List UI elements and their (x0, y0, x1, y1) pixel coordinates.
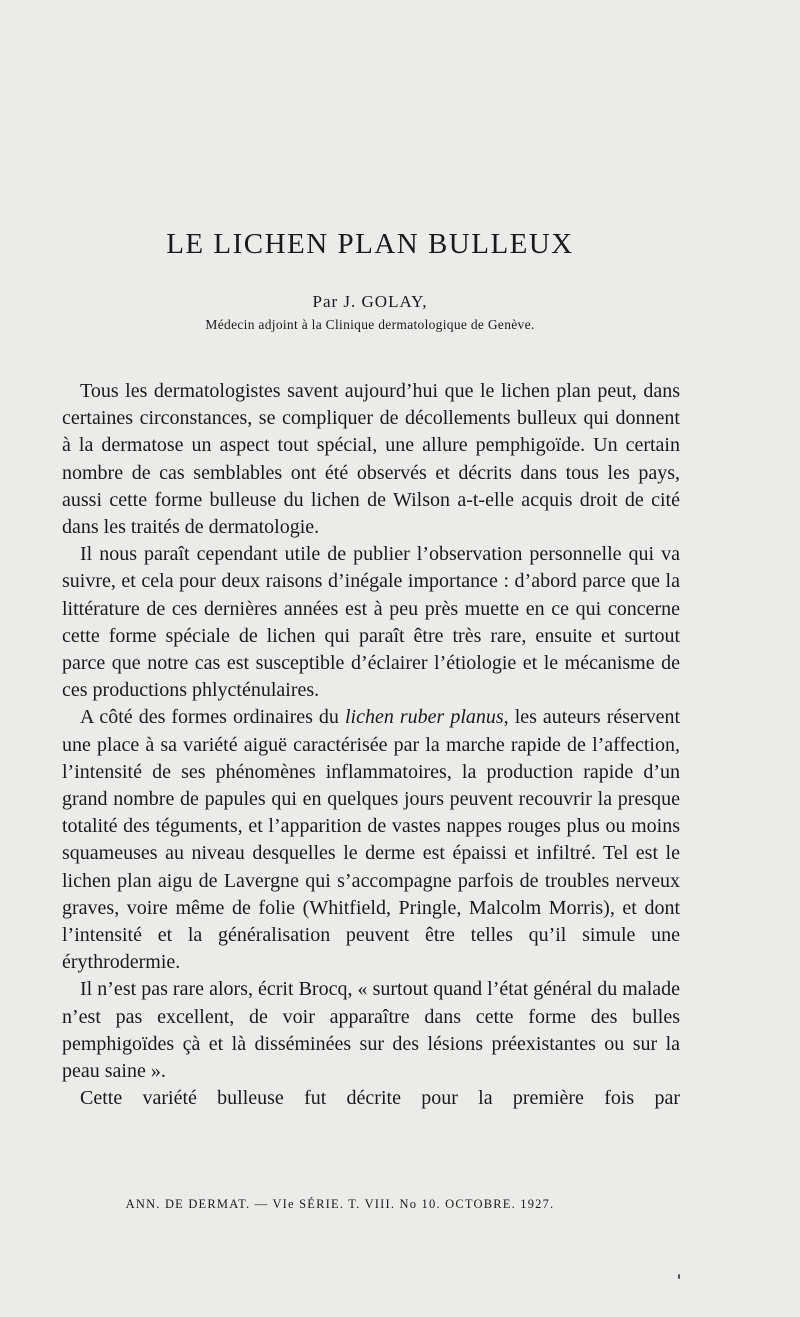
journal-footer: ANN. DE DERMAT. — VIe SÉRIE. T. VIII. No 10. OCTOBRE. 1927. (125, 1197, 555, 1211)
article-title: LE LICHEN PLAN BULLEUX (166, 228, 574, 260)
paragraph-3-rest: , les auteurs réservent une place à sa variété aiguë caractérisée par la marche rapide de l’affection, l’intensité de ses phénomènes inflammatoires, la production rapide d’un grand nombre de papules qui en quelques jours peuvent recouvrir la presque totalité des téguments, et l’apparition de vastes nappes rouges plus ou moins squameuses au niveau desquelles le derme est épaissi et infiltré. Tel est le lichen plan aigu de Lavergne qui s’accompagne parfois de troubles nerveux graves, voire même de folie (Whitfield, Pringle, Malcolm Morris), et dont l’intensité et la généralisation peuvent être telles qu’il simule une érythrodermie. (62, 706, 681, 974)
author-affiliation: Médecin adjoint à la Clinique dermatologique de Genève. (205, 317, 535, 332)
paragraph-5: Cette variété bulleuse fut décrite pour la première fois par (80, 1087, 680, 1110)
paragraph-3 (62, 704, 680, 976)
paragraph-4: Il n’est pas rare alors, écrit Brocq, « surtout quand l’état général du malade n’est pas excellent, de voir apparaître dans cette forme des bulles pemphigoïdes çà et là disséminées sur des lésions préexistantes ou sur la peau saine ». (62, 978, 680, 1083)
paragraph-2: Il nous paraît cependant utile de publier l’observation personnelle qui va suivre, et cela pour deux raisons d’inégale importance : d’abord parce que la littérature de ces dernières années est à peu près muette en ce qui concerne cette forme spéciale de lichen qui paraît être très rare, ensuite et surtout parce que notre cas est susceptible d’éclairer l’étiologie et le mécanisme de ces productions phlycténulaires. (62, 543, 680, 702)
article-author: Par J. GOLAY, (312, 292, 428, 311)
paragraph-1: Tous les dermatologistes savent aujourd’hui que le lichen plan peut, dans certaines circonstances, se compliquer de décollements bulleux qui donnent à la dermatose un aspect tout spécial, une allure pemphigoïde. Un certain nombre de cas semblables ont été observés et décrits dans tous les pays, aussi cette forme bulleuse du lichen de Wilson a-t-elle acquis droit de cité dans les traités de dermatologie. (62, 380, 680, 539)
italic-term-lichen-ruber-planus: lichen ruber planus (344, 706, 504, 729)
paragraph-3-start: A côté des formes ordinaires du (80, 706, 345, 729)
page-speck (678, 1274, 680, 1279)
article-body (62, 378, 680, 1112)
